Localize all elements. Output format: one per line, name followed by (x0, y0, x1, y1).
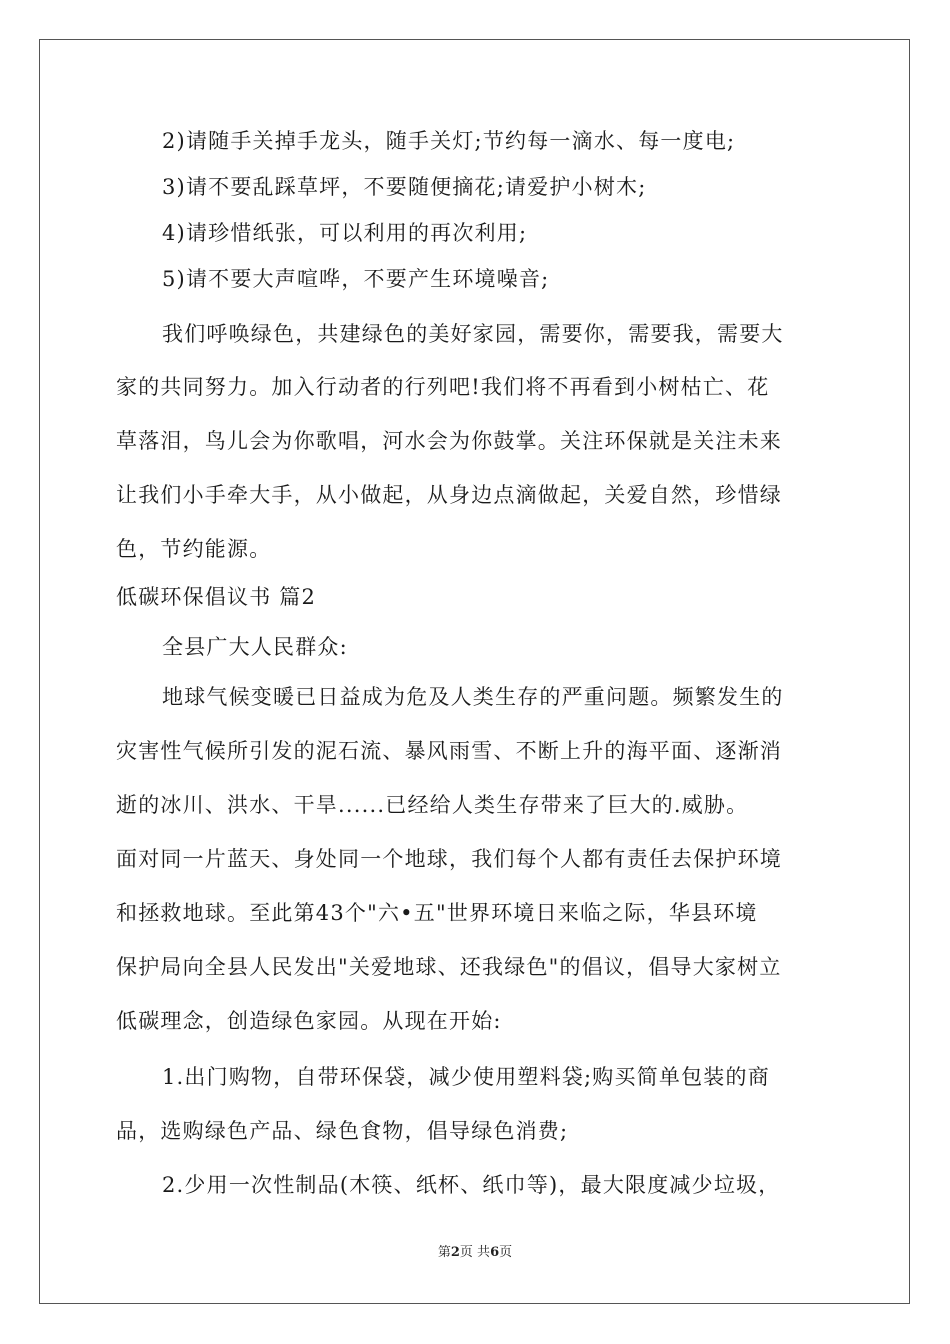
paragraph-line: 品，选购绿色产品、绿色食物，倡导绿色消费; (116, 1119, 569, 1143)
paragraph-line: 草落泪，鸟儿会为你歌唱，河水会为你鼓掌。关注环保就是关注未来 (116, 429, 782, 453)
numbered-item-1: 1.出门购物，自带环保袋，减少使用塑料袋;购买简单包装的商 (162, 1065, 770, 1089)
paragraph-line: 地球气候变暖已日益成为危及人类生存的严重问题。频繁发生的 (162, 685, 784, 709)
list-item-4: 4)请珍惜纸张，可以利用的再次利用; (162, 221, 528, 245)
paragraph-line: 色，节约能源。 (116, 537, 272, 561)
paragraph-line: 家的共同努力。加入行动者的行列吧!我们将不再看到小树枯亡、花 (116, 375, 770, 399)
paragraph-line: 逝的冰川、洪水、干旱......已经给人类生存带来了巨大的.威胁。 (116, 793, 749, 817)
page-prefix: 第 (437, 1245, 451, 1260)
section-heading: 低碳环保倡议书 篇2 (116, 585, 317, 609)
paragraph-line: 我们呼唤绿色，共建绿色的美好家园，需要你，需要我，需要大 (162, 322, 784, 346)
paragraph-line: 和拯救地球。至此第43个"六•五"世界环境日来临之际，华县环境 (116, 901, 758, 925)
list-item-5: 5)请不要大声喧哗，不要产生环境噪音; (162, 267, 550, 291)
paragraph-line: 面对同一片蓝天、身处同一个地球，我们每个人都有责任去保护环境 (116, 847, 782, 871)
paragraph-line: 让我们小手牵大手，从小做起，从身边点滴做起，关爱自然，珍惜绿 (116, 483, 782, 507)
page-suffix: 页 (499, 1245, 513, 1260)
list-item-2: 2)请随手关掉手龙头，随手关灯;节约每一滴水、每一度电; (162, 129, 736, 153)
page-total: 6 (490, 1245, 500, 1260)
list-item-3: 3)请不要乱踩草坪，不要随便摘花;请爱护小树木; (162, 175, 647, 199)
page-mid: 页 共 (459, 1245, 491, 1260)
paragraph-line: 灾害性气候所引发的泥石流、暴风雨雪、不断上升的海平面、逐渐消 (116, 739, 782, 763)
paragraph-line: 低碳理念，创造绿色家园。从现在开始: (116, 1009, 502, 1033)
page-current: 2 (450, 1245, 460, 1260)
numbered-item-2: 2.少用一次性制品(木筷、纸杯、纸巾等)，最大限度减少垃圾， (162, 1173, 781, 1197)
page-footer (0, 1241, 950, 1260)
paragraph-line: 保护局向全县人民发出"关爱地球、还我绿色"的倡议，倡导大家树立 (116, 955, 782, 979)
salutation: 全县广大人民群众: (162, 635, 348, 659)
